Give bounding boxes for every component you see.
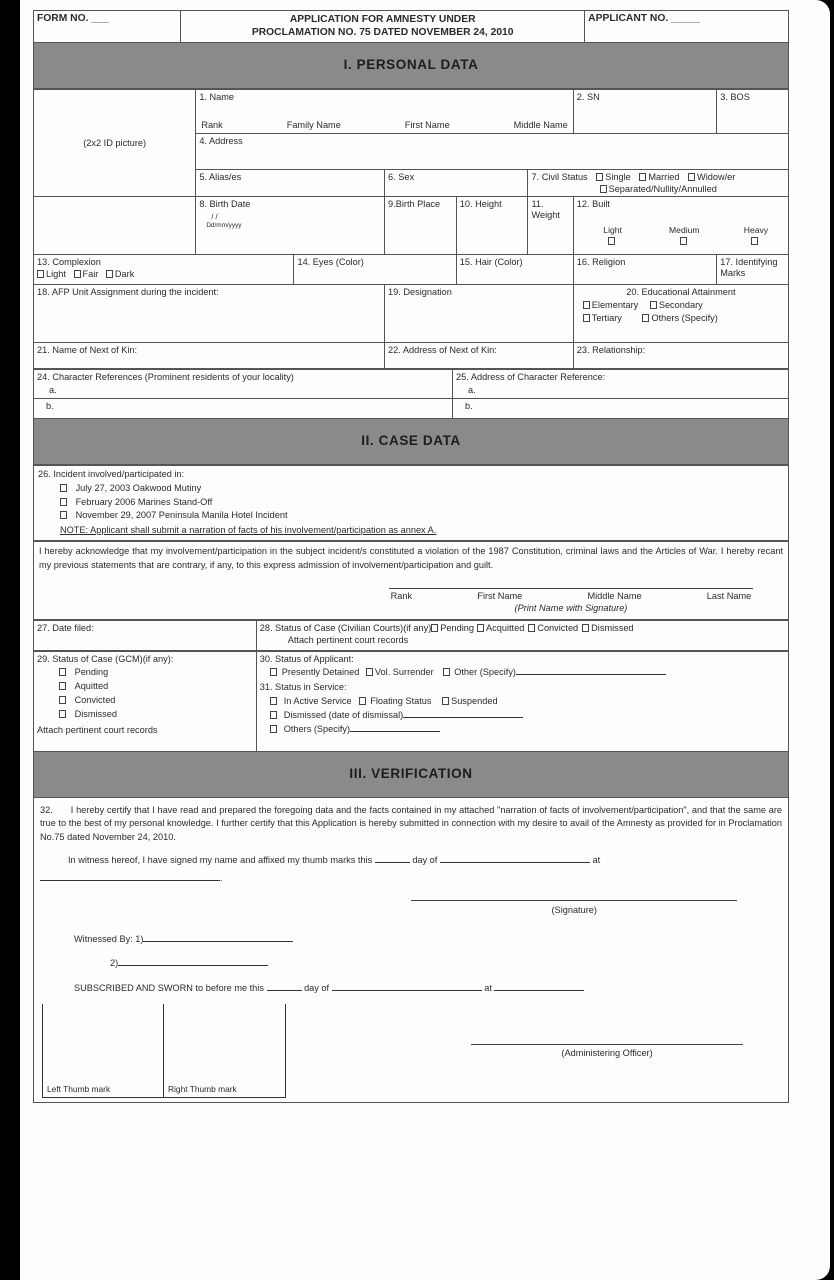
witness-day-input[interactable] [375,855,410,863]
table-row [34,255,789,285]
birth-date-format-hint: Dd/mm/yyyy [206,222,242,230]
field-13-complexion-cell [34,255,294,285]
field-31-label: 31. Status in Service: [259,682,347,693]
incident-label-oakwood: July 27, 2003 Oakwood Mutiny [75,482,202,493]
witness-place-line [40,872,782,886]
sign-part-first: First Name [477,590,523,601]
field-24-label: 24. Character References (Prominent residents of your locality) [37,372,294,383]
checkbox-service-others[interactable] [270,725,277,733]
section-verification-heading: III. VERIFICATION [33,752,789,798]
field-28-label: 28. Status of Case (Civilian Courts)(if any) [259,622,432,633]
checkbox-service-suspended[interactable] [442,697,449,705]
table-row [34,651,789,751]
field-12-built-cell [573,197,788,255]
field-16-religion-cell: 16. Religion [573,255,716,285]
right-thumb-mark-box[interactable] [164,1004,286,1098]
civil-option-separated: Separated/Nullity/Annulled [608,183,717,194]
sign-caption: (Print Name with Signature) [514,602,628,613]
administering-officer-group [471,1044,742,1059]
form-number-cell: FORM NO. ___ [34,11,181,43]
checkbox-gcm-acquitted[interactable] [59,682,66,690]
witness-place-period: . [220,872,223,883]
gcm-label-pending: Pending [74,667,109,678]
subscribed-label: SUBSCRIBED AND SWORN to before me this [74,982,264,993]
table-row [34,542,789,619]
field-26-label: 26. Incident involved/participated in: [38,468,185,479]
witness-month-input[interactable] [440,855,590,863]
gcm-label-dismissed: Dismissed [74,709,117,720]
gcm-label-acquitted: Aquitted [74,681,109,692]
checkbox-gcm-dismissed[interactable] [59,710,66,718]
checkbox-service-floating[interactable] [359,697,366,705]
checkbox-civil-single[interactable] [596,173,603,181]
service-option-dismissed: Dismissed (date of dismissal) [283,710,404,721]
field-26-incident-cell [34,465,789,540]
name-cell [196,89,573,133]
char-ref-address-a: a. [468,385,476,396]
acknowledgment-cell [34,542,789,619]
applicant-option-other: Other (Specify) [454,667,516,678]
status-gcm-table [33,651,789,752]
status-civilian-table [33,620,789,651]
field-2-sn-cell: 2. SN [573,89,716,133]
applicant-option-detained: Presently Detained [281,667,360,678]
field-21-next-of-kin-cell: 21. Name of Next of Kin: [34,343,385,369]
checkbox-civ-acquitted[interactable] [477,624,484,632]
field-10-height-cell: 10. Height [456,197,528,255]
field-32-number: 32. [40,804,53,815]
subscribed-place-input[interactable] [494,983,584,991]
witness-place-input[interactable] [40,873,220,881]
incident-option-marines[interactable] [38,497,784,508]
field-19-designation-cell: 19. Designation [385,285,574,343]
civil-option-married: Married [648,171,680,182]
field-7-civil-status-cell [528,169,788,197]
field-17-marks-cell: 17. Identifying Marks [717,255,789,285]
checkbox-civ-pending[interactable] [431,624,438,632]
field-7-label: 7. Civil Status [531,171,588,182]
name-part-family: Family Name [286,119,341,130]
checkbox-applicant-surrender[interactable] [366,668,373,676]
checkbox-civil-married[interactable] [639,173,646,181]
spacer-cell [34,197,196,255]
field-23-relationship-cell: 23. Relationship: [573,343,788,369]
thumb-marks-group [42,1004,286,1098]
sign-part-rank: Rank [390,590,413,601]
witness-hereof-text-2: day of [412,854,438,865]
civil-option-widowed: Widow/er [697,171,736,182]
checkbox-civil-separated[interactable] [600,185,607,193]
service-option-suspended: Suspended [451,696,498,707]
built-option-heavy-label: Heavy [743,225,769,236]
table-row [34,343,789,369]
checkbox-civ-convicted[interactable] [528,624,535,632]
incident-label-peninsula: November 29, 2007 Peninsula Manila Hotel Incident [75,510,288,521]
verification-signature-line[interactable] [411,900,737,901]
gcm-option-convicted[interactable] [37,695,253,706]
checkbox-incident-peninsula[interactable] [60,511,67,519]
incident-option-oakwood[interactable] [38,483,784,494]
checkbox-service-dismissed[interactable] [270,711,277,719]
administering-officer-caption: (Administering Officer) [561,1047,653,1058]
service-option-others: Others (Specify) [283,723,351,734]
checkbox-education-others[interactable] [642,314,649,322]
education-option-tertiary: Tertiary [591,312,622,323]
left-thumb-mark-box[interactable] [42,1004,164,1098]
photo-box [34,89,196,197]
form-header-table [33,10,789,43]
field-32-text: I hereby certify that I have read and prepared the foregoing data and the facts contained in my attached "narration of facts of involvement/participation", and that the same are true to the best of my personal knowledge. I further certify that this Application is hereby submitted in connection with my desire to avail of the Amnesty as provided for in Proclamation No.75 dated November 24, 2010. [40,804,782,843]
gcm-label-convicted: Convicted [74,695,116,706]
field-11-weight-cell: 11. Weight [528,197,573,255]
incident-option-peninsula[interactable] [38,510,784,521]
applicant-option-surrender: Vol. Surrender [374,667,434,678]
service-option-active: In Active Service [283,696,352,707]
signature-caption: (Signature) [551,904,597,915]
table-row [34,11,789,43]
field-20-education-cell [573,285,788,343]
field-25-char-ref-address-cell [453,370,789,399]
table-row [34,197,789,255]
photo-label: (2x2 ID picture) [83,137,147,148]
civ-option-pending: Pending [440,622,474,633]
witness-hereof-text-3: at [592,854,601,865]
amnesty-application-form [33,10,789,1103]
checkbox-applicant-other[interactable] [443,668,450,676]
field-8-label: 8. Birth Date [199,199,251,210]
left-thumb-mark-label: Left Thumb mark [47,1083,111,1094]
civ-option-convicted: Convicted [537,622,579,633]
witness-1-input[interactable] [143,934,293,942]
checkbox-built-heavy[interactable] [751,237,758,245]
witness-hereof-paragraph [40,854,782,868]
field-26-note: NOTE: Applicant shall submit a narration of facts of his involvement/participation as annex A. [60,525,437,536]
witnessed-by-line-1 [74,933,782,947]
complexion-option-fair: Fair [82,269,99,280]
section-personal-data-heading: I. PERSONAL DATA [33,43,789,89]
subscribed-month-input[interactable] [332,983,482,991]
case-data-incident-table [33,465,789,541]
gcm-option-dismissed[interactable] [37,709,253,720]
field-1-name-label: 1. Name [199,91,235,102]
checkbox-education-secondary[interactable] [650,301,657,309]
checkbox-incident-oakwood[interactable] [60,484,67,492]
form-title-line1: APPLICATION FOR AMNESTY UNDER [289,14,476,25]
field-29-status-gcm-cell [34,651,257,751]
applicant-number-cell: APPLICANT NO. _____ [585,11,789,43]
checkbox-complexion-light[interactable] [37,270,44,278]
administering-officer-line[interactable] [471,1044,742,1045]
civ-option-acquitted: Acquitted [486,622,525,633]
char-ref-b: b. [34,398,453,418]
field-28-status-civilian-cell [256,620,788,650]
checkbox-education-elementary[interactable] [583,301,590,309]
sign-part-middle: Middle Name [587,590,642,601]
right-thumb-mark-label: Right Thumb mark [168,1083,237,1094]
gcm-option-acquitted[interactable] [37,681,253,692]
name-part-rank: Rank [201,119,223,130]
sign-part-last: Last Name [706,590,752,601]
field-29-label: 29. Status of Case (GCM)(if any): [37,653,174,664]
char-ref-address-b: b. [453,398,789,418]
witness-hereof-text-1: In witness hereof, I have signed my name and affixed my thumb marks this [68,854,373,865]
witnessed-by-line-2 [110,957,782,971]
table-row [34,89,789,133]
table-row [34,398,789,418]
field-5-alias-cell: 5. Alias/es [196,169,385,197]
subscribed-at-label: at [484,982,492,993]
service-option-floating: Floating Status [370,696,432,707]
field-22-next-of-kin-address-cell: 22. Address of Next of Kin: [385,343,574,369]
field-12-label: 12. Built [576,199,610,210]
checkbox-applicant-detained[interactable] [270,668,277,676]
form-title-cell [181,11,585,43]
service-others-input[interactable] [350,724,440,732]
field-25-label: 25. Address of Character Reference: [456,372,606,383]
document-page [20,0,830,1280]
checkbox-complexion-dark[interactable] [106,270,113,278]
witnessed-by-2-label: 2) [110,958,119,969]
field-27-date-filed-cell: 27. Date filed: [34,620,257,650]
education-option-elementary: Elementary [591,300,639,311]
field-18-afp-unit-cell: 18. AFP Unit Assignment during the incident: [34,285,385,343]
checkbox-service-active[interactable] [270,697,277,705]
acknowledgment-table [33,541,789,619]
field-15-hair-cell: 15. Hair (Color) [456,255,573,285]
personal-data-table [33,89,789,370]
checkbox-built-light[interactable] [608,237,615,245]
built-option-light-label: Light [603,225,622,236]
field-30-label: 30. Status of Applicant: [259,653,354,664]
acknowledgment-text: I hereby acknowledge that my involvement/participation in the subject incident/s constituted a violation of the 1987 Constitution, criminal laws and the Articles of War. I hereby recant my previous statements that are contrary, if any, to this express admission of involvement/participation and guilt. [39,546,783,570]
built-option-medium-label: Medium [669,225,700,236]
field-24-char-ref-cell [34,370,453,399]
checkbox-complexion-fair[interactable] [74,270,81,278]
char-ref-a: a. [49,385,57,396]
complexion-option-dark: Dark [114,269,135,280]
field-30-31-cell [256,651,788,751]
table-row [34,285,789,343]
form-title-line2: PROCLAMATION NO. 75 DATED NOVEMBER 24, 2010 [251,27,514,39]
field-20-label: 20. Educational Attainment [626,287,736,298]
checkbox-civ-dismissed[interactable] [582,624,589,632]
field-29-note: Attach pertinent court records [37,724,158,735]
field-14-eyes-cell: 14. Eyes (Color) [294,255,456,285]
field-4-address-cell: 4. Address [196,133,789,169]
checkbox-gcm-pending[interactable] [59,668,66,676]
checkbox-built-medium[interactable] [680,237,687,245]
witness-2-input[interactable] [118,958,268,966]
field-28-note: Attach pertinent court records [287,635,409,646]
verification-body [33,798,789,1103]
complexion-option-light: Light [46,269,66,280]
field-3-bos-cell: 3. BOS [717,89,789,133]
name-part-first: First Name [404,119,450,130]
witnessed-by-label: Witnessed By: 1) [74,934,144,945]
field-6-sex-cell: 6. Sex [385,169,528,197]
field-9-birth-place-cell: 9.Birth Place [385,197,457,255]
section-case-data-heading: II. CASE DATA [33,419,789,465]
field-8-birth-date-cell [196,197,385,255]
table-row [34,370,789,399]
subscribed-day-input[interactable] [267,983,302,991]
applicant-other-input[interactable] [516,668,666,676]
incident-label-marines: February 2006 Marines Stand-Off [75,496,213,507]
service-dismissed-date-input[interactable] [403,710,523,718]
gcm-option-pending[interactable] [37,667,253,678]
name-part-middle: Middle Name [513,119,568,130]
character-references-table [33,369,789,419]
education-option-secondary: Secondary [658,300,703,311]
table-row [34,465,789,540]
checkbox-civil-widowed[interactable] [688,173,695,181]
education-option-others: Others (Specify) [651,312,718,323]
civ-option-dismissed: Dismissed [591,622,634,633]
field-13-label: 13. Complexion [37,257,101,268]
acknowledgment-signature-line[interactable] [389,588,754,589]
subscribed-day-of-label: day of [304,982,330,993]
birth-date-slashes: / / [211,212,218,222]
field-32-paragraph [40,804,782,845]
subscribed-sworn-line [74,982,782,996]
table-row [34,620,789,650]
checkbox-gcm-convicted[interactable] [59,696,66,704]
checkbox-incident-marines[interactable] [60,498,67,506]
civil-option-single: Single [605,171,631,182]
checkbox-education-tertiary[interactable] [583,314,590,322]
